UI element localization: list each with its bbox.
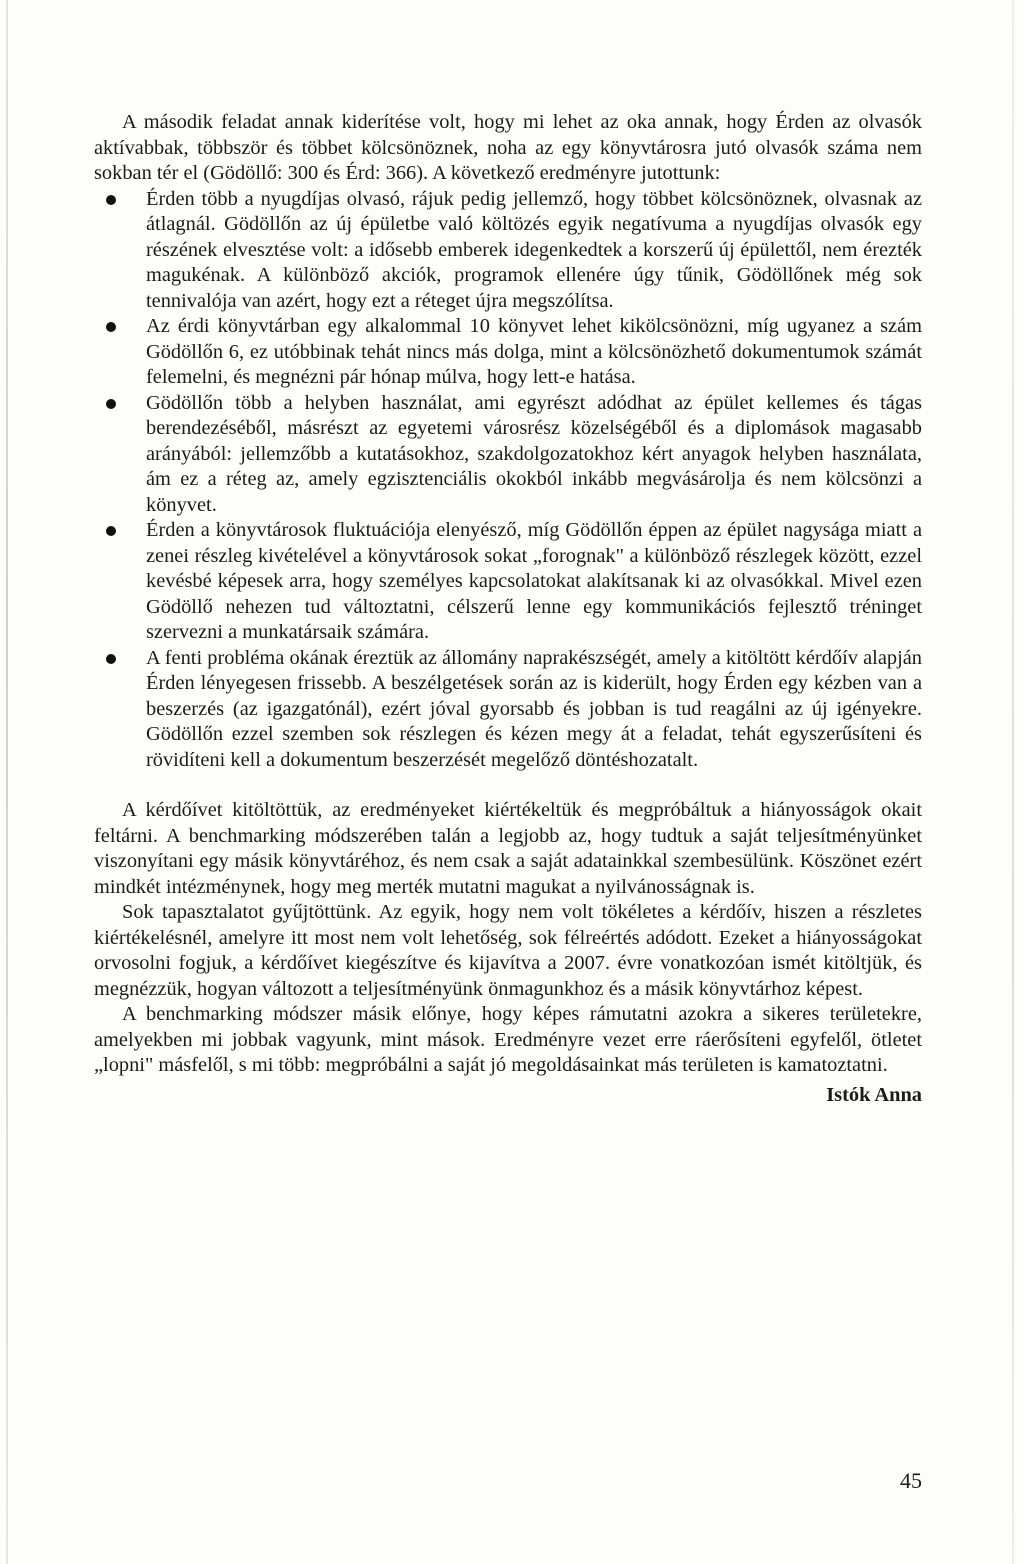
page-number: 45: [900, 1468, 922, 1493]
bullet-icon: [106, 322, 116, 332]
list-item-text: Az érdi könyvtárban egy alkalommal 10 könyvet lehet kikölcsönözni, míg ugyanez a szám Gödöllőn 6, ez utóbbinak tehát nincs más dolga, mint a kölcsönözhető dokumentumok számát felemelni, és megnézni pár hónap múlva, hogy lett-e hatása.: [146, 315, 922, 388]
list-item: [94, 391, 922, 519]
list-item: [94, 646, 922, 774]
body-paragraph: Sok tapasztalatot gyűjtöttünk. Az egyik, hogy nem volt tökéletes a kérdőív, hiszen a részletes kiértékelésnél, amelyre itt most nem volt lehetőség, sok félreértés adódott. Ezeket a hiányosságokat orvosolni fogjuk, a kérdőívet kiegészítve és kijavítva a 2007. évre vonatkozóan ismét kitöltjük, és megnézzük, hogyan változott a teljesítményünk önmagunkhoz és a másik könyvtárhoz képest.: [94, 901, 922, 1000]
body-paragraph: A benchmarking módszer másik előnye, hogy képes rámutatni azokra a sikeres területekre, amelyekben mi jobbak vagyunk, mint mások. Eredményre vezet erre ráerősíteni egyfelől, ötletet „lopni" másfelől, s mi több: megpróbálni a saját jó megoldásainkat más területen is kamatoztatni.: [94, 1003, 922, 1076]
list-item-text: Érden több a nyugdíjas olvasó, rájuk pedig jellemző, hogy többet kölcsönöznek, olvasnak az átlagnál. Gödöllőn az új épületbe való költözés egyik negatívuma a nyugdíjas olvasók egy részének elvesztése volt: a idősebb emberek idegenkedtek a korszerű új épülettől, nem érezték magukénak. A különböző akciók, programok ellenére úgy tűnik, Gödöllőnek még sok tennivalója van azért, hogy ezt a réteget újra megszólítsa.: [146, 187, 922, 312]
bullet-icon: [106, 526, 116, 536]
page-right-edge: [1012, 0, 1014, 1564]
list-item: [94, 518, 922, 646]
findings-list: [94, 187, 922, 774]
bullet-icon: [106, 654, 116, 664]
list-item-text: Gödöllőn több a helyben használat, ami egyrészt adódhat az épület kellemes és tágas berendezéséből, másrészt az egyetemi városrész közelségéből és a diplomások magasabb arányából: jellemzőbb a kutatásokhoz, szakdolgozatokhoz kért anyagok helyben használata, ám ez a réteg az, amely egzisztenciális okokból inkább megvásárolja és nem kölcsönzi a könyvet.: [146, 391, 922, 516]
page-body: [94, 110, 922, 1108]
list-item: [94, 187, 922, 315]
list-item-text: Érden a könyvtárosok fluktuációja elenyésző, míg Gödöllőn éppen az épület nagysága miatt a zenei részleg kivételével a könyvtárosok sokat „forognak" a különböző részlegek között, ezzel kevésbé képesek arra, hogy személyes kapcsolatokat alakítsanak ki az olvasókkal. Mivel ezen Gödöllő nehezen tud változtatni, célszerű lenne egy kommunikációs fejlesztő tréninget szervezni a munkatársaik számára.: [146, 519, 922, 643]
bullet-icon: [106, 399, 116, 409]
page-left-edge: [6, 0, 8, 1564]
list-item-text: A fenti probléma okának éreztük az állomány naprakészségét, amely a kitöltött kérdőív alapján Érden lényegesen frissebb. A beszélgetések során az is kiderült, hogy Érden egy kézben van a beszerzés (az igazgatónál), ezért jóval gyorsabb és jobban is tud reagálni az új igényekre. Gödöllőn ezzel szemben sok részlegen és kézen megy át a feladat, tehát egyszerűsíteni és rövidíteni kell a dokumentum beszerzését megelőző döntéshozatalt.: [146, 646, 922, 771]
author-signature: Istók Anna: [826, 1083, 922, 1106]
section-spacer: [94, 773, 922, 798]
body-paragraph: A kérdőívet kitöltöttük, az eredményeket kiértékeltük és megpróbáltuk a hiányosságok okait feltárni. A benchmarking módszerében talán a legjobb az, hogy tudtuk a saját teljesítményünket viszonyítani egy másik könyvtáréhoz, és nem csak a saját adatainkkal szembesülünk. Köszönet ezért mindkét intézménynek, hogy meg merték mutatni magukat a nyilvánosságnak is.: [94, 799, 922, 898]
bullet-icon: [106, 195, 116, 205]
list-item: [94, 314, 922, 391]
intro-paragraph: A második feladat annak kiderítése volt, hogy mi lehet az oka annak, hogy Érden az olvasók aktívabbak, többször és többet kölcsönöznek, noha az egy könyvtárosra jutó olvasók száma nem sokban tér el (Gödöllő: 300 és Érd: 366). A következő eredményre jutottunk:: [94, 111, 922, 184]
